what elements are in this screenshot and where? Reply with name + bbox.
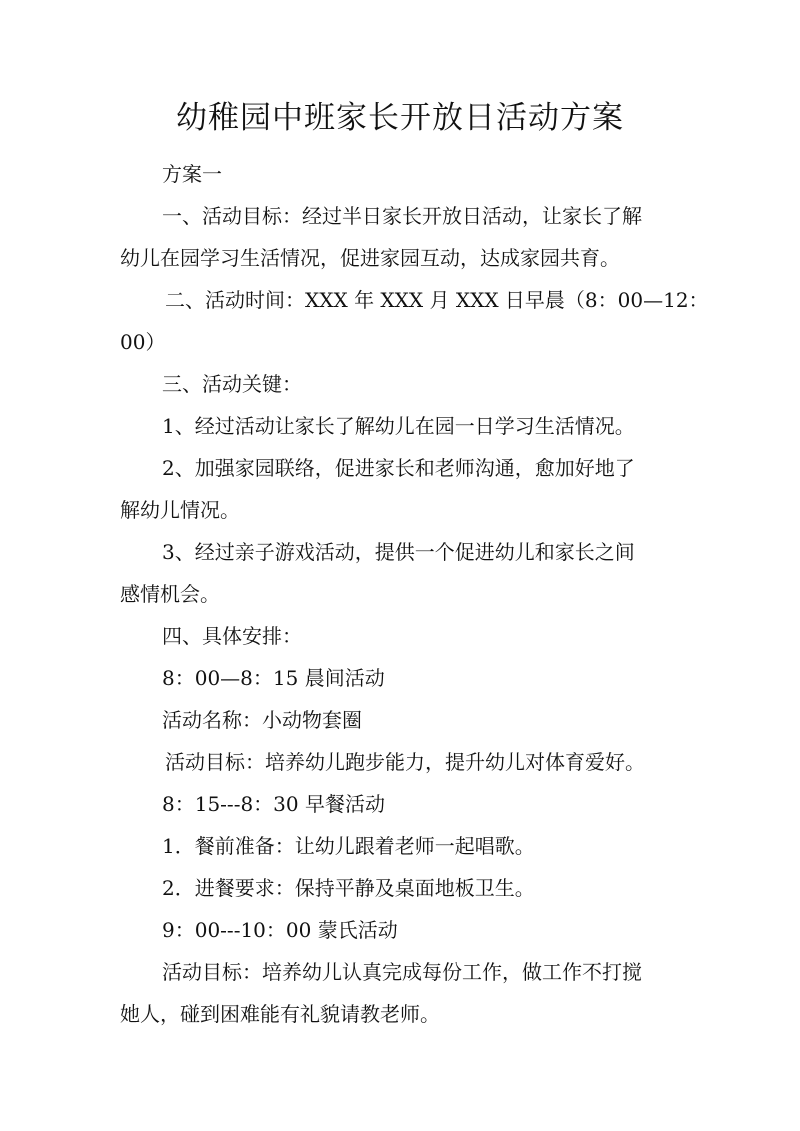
document-title: 幼稚园中班家长开放日活动方案 xyxy=(176,100,624,136)
paragraph-line: 感情机会。 xyxy=(120,582,220,606)
paragraph-line: 1．餐前准备：让幼儿跟着老师一起唱歌。 xyxy=(162,834,535,858)
paragraph-line: 8：00—8：15 晨间活动 xyxy=(162,666,385,690)
paragraph-line: 三、活动关键： xyxy=(162,372,302,396)
paragraph-line: 方案一 xyxy=(162,162,222,186)
paragraph-line: 解幼儿情况。 xyxy=(120,498,240,522)
paragraph-line: 9：00---10：00 蒙氏活动 xyxy=(162,918,398,942)
paragraph-line: 活动目标：培养幼儿认真完成每份工作，做工作不打搅 xyxy=(162,960,642,984)
paragraph-line: 一、活动目标：经过半日家长开放日活动，让家长了解 xyxy=(162,204,642,228)
paragraph-line: 2、加强家园联络，促进家长和老师沟通，愈加好地了 xyxy=(162,456,635,480)
paragraph-line: 2．进餐要求：保持平静及桌面地板卫生。 xyxy=(162,876,535,900)
paragraph-line: 8：15---8：30 早餐活动 xyxy=(162,792,385,816)
paragraph-line: 00） xyxy=(120,330,166,354)
paragraph-line: 1、经过活动让家长了解幼儿在园一日学习生活情况。 xyxy=(162,414,635,438)
paragraph-line: 四、具体安排： xyxy=(162,624,302,648)
paragraph-line: 活动目标：培养幼儿跑步能力，提升幼儿对体育爱好。 xyxy=(165,750,645,774)
paragraph-line: 3、经过亲子游戏活动，提供一个促进幼儿和家长之间 xyxy=(162,540,635,564)
paragraph-line: 二、活动时间：XXX 年 XXX 月 XXX 日早晨（8：00—12： xyxy=(165,288,709,312)
paragraph-line: 幼儿在园学习生活情况，促进家园互动，达成家园共育。 xyxy=(120,246,620,270)
paragraph-line: 她人，碰到困难能有礼貌请教老师。 xyxy=(120,1002,440,1026)
paragraph-line: 活动名称：小动物套圈 xyxy=(162,708,362,732)
